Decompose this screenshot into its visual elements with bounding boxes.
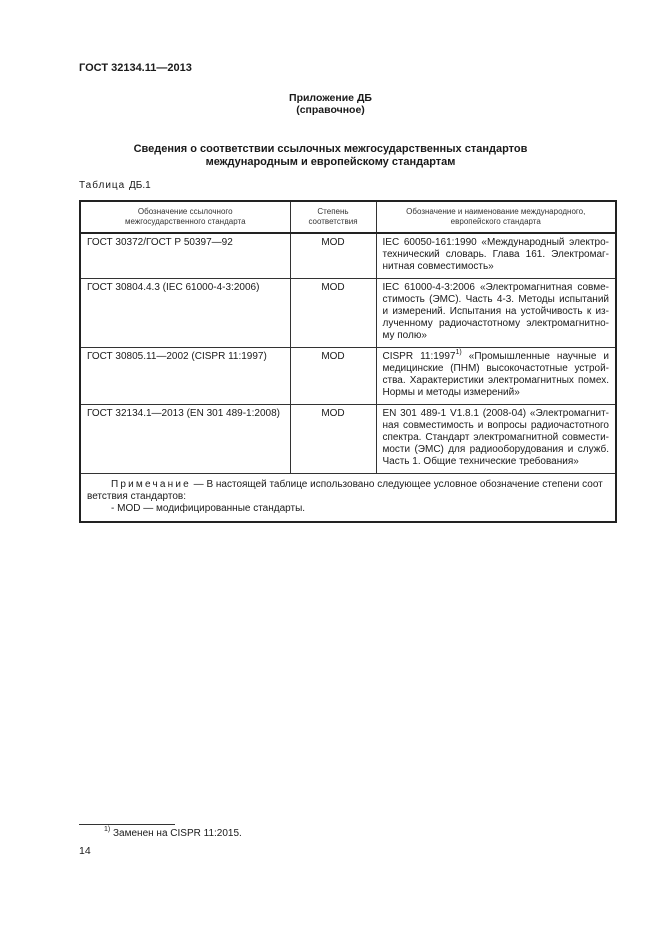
column-header-degree-line-1: Степень <box>317 207 349 216</box>
column-header-standard-line-2: межгосударственного стандарта <box>124 217 246 226</box>
table-caption-word: Таблица <box>79 180 126 191</box>
footnote-marker: 1) <box>104 826 111 833</box>
table-row <box>80 405 616 474</box>
cell-international: IEC 60050-161:1990 «Международный электротехнический словарь. Глава 161. Электромагнитная совместимость» <box>376 233 616 279</box>
section-heading-line-1: Сведения о соответствии ссылочных межгосударственных стандартов <box>133 143 528 155</box>
table-header-row <box>80 201 616 233</box>
footnote-marker: 1) <box>455 349 462 356</box>
table-row <box>80 233 616 279</box>
column-header-international <box>376 201 616 233</box>
note-text-3: - MOD — модифицированные стандарты. <box>111 503 306 514</box>
note-text-2: ветствия стандартов: <box>87 491 186 502</box>
correspondence-table <box>79 200 617 523</box>
cell-degree: MOD <box>290 348 376 405</box>
page-number: 14 <box>79 845 91 857</box>
cell-degree: MOD <box>290 279 376 348</box>
section-heading-line-2: международным и европейскому стандартам <box>205 156 456 168</box>
note-line-1 <box>87 479 609 491</box>
cell-international <box>376 348 616 405</box>
table-note-row <box>80 474 616 523</box>
column-header-international-line-2: европейского стандарта <box>450 217 541 226</box>
intl-prefix: CISPR 11:1997 <box>382 351 456 362</box>
footnote-divider <box>79 824 175 825</box>
table-caption-number: ДБ.1 <box>129 180 151 191</box>
table-caption <box>79 180 151 191</box>
table-row <box>80 279 616 348</box>
cell-standard: ГОСТ 30804.4.3 (IEC 61000-4-3:2006) <box>80 279 290 348</box>
cell-international: EN 301 489-1 V1.8.1 (2008-04) «Электромагнитная совместимость и вопросы радиочастотного спектра. Стандарт электромагнитной совместимости (ЭМС) для радиооборудования и служб. Часть 1. Общие технические требования» <box>376 405 616 474</box>
document-code: ГОСТ 32134.11—2013 <box>79 62 192 74</box>
cell-standard: ГОСТ 30805.11—2002 (CISPR 11:1997) <box>80 348 290 405</box>
footnote-text: Заменен на CISPR 11:2015. <box>110 828 242 839</box>
note-text-1: — В настоящей таблице использовано следующее условное обозначение степени соот <box>190 479 603 490</box>
cell-standard: ГОСТ 30372/ГОСТ Р 50397—92 <box>80 233 290 279</box>
intl-text: «Промышленные научные и медицинские (ПНМ) высокочастотные устройства. Характеристики электромагнитных помех. Нормы и методы измерений» <box>382 351 609 398</box>
cell-degree: MOD <box>290 233 376 279</box>
footnote <box>104 828 242 839</box>
cell-international: IEC 61000-4-3:2006 «Электромагнитная совместимость (ЭМС). Часть 4-3. Методы испытаний и измерений. Испытания на устойчивость к излученному радиочастотному электромагнитному полю» <box>376 279 616 348</box>
cell-standard: ГОСТ 32134.1—2013 (EN 301 489-1:2008) <box>80 405 290 474</box>
column-header-degree-line-2: соответствия <box>308 217 358 226</box>
column-header-standard-line-1: Обозначение ссылочного <box>137 207 233 216</box>
cell-degree: MOD <box>290 405 376 474</box>
column-header-degree <box>290 201 376 233</box>
table-row <box>80 348 616 405</box>
appendix-subtitle: (справочное) <box>296 104 365 116</box>
table-note <box>80 474 616 523</box>
column-header-international-line-1: Обозначение и наименование международного, <box>406 207 586 216</box>
column-header-standard <box>80 201 290 233</box>
appendix-title: Приложение ДБ <box>289 92 372 104</box>
note-label: Примечание <box>111 479 191 490</box>
